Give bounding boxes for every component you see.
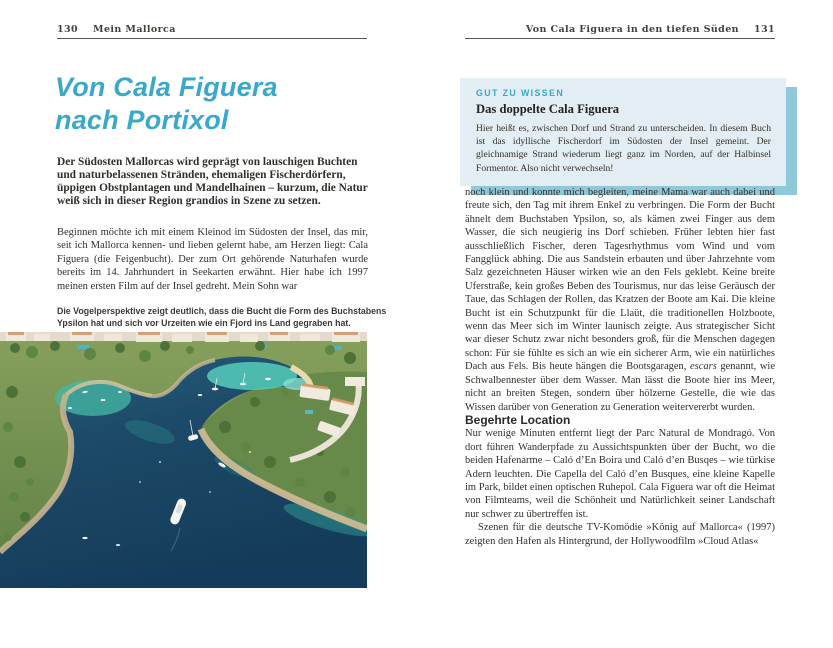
right-running-head bbox=[465, 24, 775, 35]
aerial-photo-art bbox=[0, 332, 367, 588]
right-body-paragraph-1 bbox=[465, 186, 775, 414]
headline-line2: nach Portixol bbox=[55, 105, 229, 135]
infobox-body: Hier heißt es, zwischen Dorf und Strand zu unterscheiden. In diesem Buch ist das idyllische Fischerdorf im Südosten der Insel gemeint. Der gleichnamige Strand wiederum liegt ganz im Norden, auf der Halbinsel Formentor. Also nicht verwechseln! bbox=[476, 123, 771, 174]
infobox-title: Das doppelte Cala Figuera bbox=[476, 102, 620, 116]
left-running-title: Mein Mallorca bbox=[93, 24, 176, 35]
cala-figuera-aerial-photo bbox=[0, 332, 367, 588]
left-head-rule bbox=[57, 38, 367, 39]
right-body-paragraph-2: Nur wenige Minuten entfernt liegt der Parc Natural de Mondragó. Von dort führen Wanderpfade zu Aussichtspunkten über der Bucht, wo die beiden Hafenarme – Caló d’En Boira und Caló d’en Busqes – wie türkise Adern leuchten. Die Capella del Caló d’en Busques, eine kleine Kapelle im Park, bildet einen optischen Ruhepol. Cala Figuera war oft die Heimat von Filmteams, weil die Schönheit und Natürlichkeit seiner Landschaft nur schwer zu übertreffen ist. bbox=[465, 428, 775, 520]
p1-after: genannt, wie Schwalbennester über dem Wasser. Man lässt die Boote hier ins Meer, nicht an breiten Stegen, sondern über hölzerne Gestelle, die wie das Wissen darüber von Generation zu Generation weitervererbt wurden. bbox=[465, 361, 775, 413]
right-running-title: Von Cala Figuera in den tiefen Süden bbox=[525, 24, 739, 35]
infobox-gut-zu-wissen bbox=[460, 78, 786, 186]
section-subheading: Begehrte Location bbox=[465, 412, 571, 427]
p1-before: noch klein und konnte mich begleiten, meine Mama war auch dabei und freute sich, den Tag mit ihrem Enkel zu verbringen. Die Form der Bucht ähnelt dem Buchstaben Ypsilon, so, als kämen zwei Finger aus dem Wasser, die sich neugierig ins Dorf schieben. Früher lebten hier fast ausschließlich Fischer, deren Tagesrhythmus vom Wind und vom Fangglück abhing. Die aus Sandstein erbauten und über Jahrzehnte vom Salz gezeichneten Häuser wirken wie an den Fels geklebt. Keine breite Uferstraße, kein großes Beben des Tourismus, nur das leise Geräusch der Taue, das Schlagen der Rollen, das Kratzen der Boote am Kai. Die kleine Bucht ist ein Schutzpunkt für die Llaüt, die traditionellen Holzboote, wenn das Meer sich im Winter launisch zeigte. Aus strategischer Sicht war dieser Schutz zwar nicht besonders groß, für die Menschen dagegen schon: Für sie fühlte es sich an wie ein sicherer Arm, wie ein natürliches Dach aus Fels. Bis heute hängen die Bootsgaragen, bbox=[465, 187, 775, 373]
chapter-headline bbox=[55, 71, 385, 137]
right-body-paragraph-3: Szenen für die deutsche TV-Komödie »König auf Mallorca« (1997) zeigten den Hafen als Hintergrund, der Hollywoodfilm »Cloud Atlas« bbox=[465, 522, 775, 547]
right-text-column bbox=[465, 186, 775, 548]
left-page-number: 130 bbox=[57, 24, 79, 35]
left-running-head bbox=[57, 24, 367, 35]
headline-line1: Von Cala Figuera bbox=[55, 72, 278, 102]
right-head-rule bbox=[465, 38, 775, 39]
p1-italic-term: escars bbox=[690, 361, 717, 373]
chapter-intro: Der Südosten Mallorcas wird geprägt von lauschigen Buchten und naturbelassenen Stränden, ehemaligen Fischerdörfern, üppigen Obstplantagen und Mandelhainen – kurzum, die Natur weiß sich in dieser Region grandios in Szene zu setzen. bbox=[57, 156, 368, 207]
photo-caption: Die Vogelperspektive zeigt deutlich, dass die Bucht die Form des Buchstabens Ypsilon hat und sich vor Urzeiten wie ein Fjord ins Land gegraben hat. bbox=[57, 306, 387, 328]
right-page-number: 131 bbox=[753, 24, 775, 35]
left-body-paragraph: Beginnen möchte ich mit einem Kleinod im Südosten der Insel, das mir, seit ich Mallorca kennen- und lieben gelernt habe, am Herzen liegt: Cala Figuera (die Feigenbucht). Der zum Ort gehörende Naturhafen wurde bereits im 14. Jahrhundert in Seekarten erwähnt. Hier habe ich 1997 meinen ersten Film auf der Insel gedreht. Mein Sohn war bbox=[57, 227, 368, 292]
infobox-kicker: GUT ZU WISSEN bbox=[476, 88, 565, 98]
